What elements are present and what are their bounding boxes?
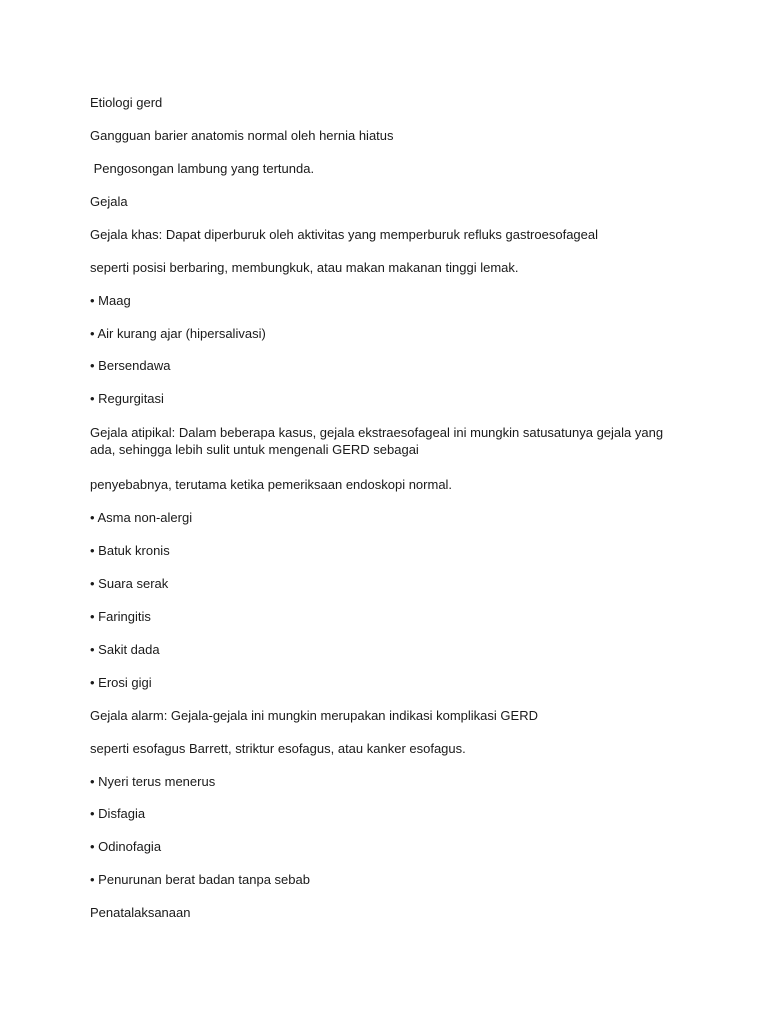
list-item: • Sakit dada: [90, 642, 160, 657]
list-item: • Asma non-alergi: [90, 510, 193, 525]
list-item: • Faringitis: [90, 609, 151, 624]
list-item: • Penurunan berat badan tanpa sebab: [90, 872, 310, 887]
paragraph-line: penyebabnya, terutama ketika pemeriksaan endoskopi normal.: [90, 477, 453, 492]
paragraph-line: Gejala khas: Dapat diperburuk oleh aktivitas yang memperburuk refluks gastroesofageal: [90, 227, 598, 242]
paragraph-line: Gejala alarm: Gejala-gejala ini mungkin merupakan indikasi komplikasi GERD: [90, 708, 538, 723]
list-item: • Air kurang ajar (hipersalivasi): [90, 326, 266, 341]
paragraph-block: Gejala atipikal: Dalam beberapa kasus, gejala ekstraesofageal ini mungkin satusatunya gejala yang ada, sehingga lebih sulit untuk mengenali GERD sebagai: [90, 425, 664, 457]
paragraph-line: seperti posisi berbaring, membungkuk, atau makan makanan tinggi lemak.: [90, 260, 519, 275]
list-item: • Erosi gigi: [90, 675, 152, 690]
paragraph-line: Pengosongan lambung yang tertunda.: [90, 161, 315, 176]
paragraph-line: seperti esofagus Barrett, striktur esofagus, atau kanker esofagus.: [90, 741, 466, 756]
list-item: • Disfagia: [90, 806, 146, 821]
heading-penatalaksanaan: Penatalaksanaan: [90, 905, 191, 920]
heading-gejala: Gejala: [90, 194, 128, 209]
list-item: • Regurgitasi: [90, 391, 164, 406]
heading-etiologi: Etiologi gerd: [90, 95, 163, 110]
list-item: • Odinofagia: [90, 839, 162, 854]
list-item: • Nyeri terus menerus: [90, 774, 216, 789]
list-item: • Suara serak: [90, 576, 169, 591]
paragraph-line: Gangguan barier anatomis normal oleh hernia hiatus: [90, 128, 394, 143]
list-item: • Batuk kronis: [90, 543, 170, 558]
list-item: • Bersendawa: [90, 358, 171, 373]
list-item: • Maag: [90, 293, 131, 308]
